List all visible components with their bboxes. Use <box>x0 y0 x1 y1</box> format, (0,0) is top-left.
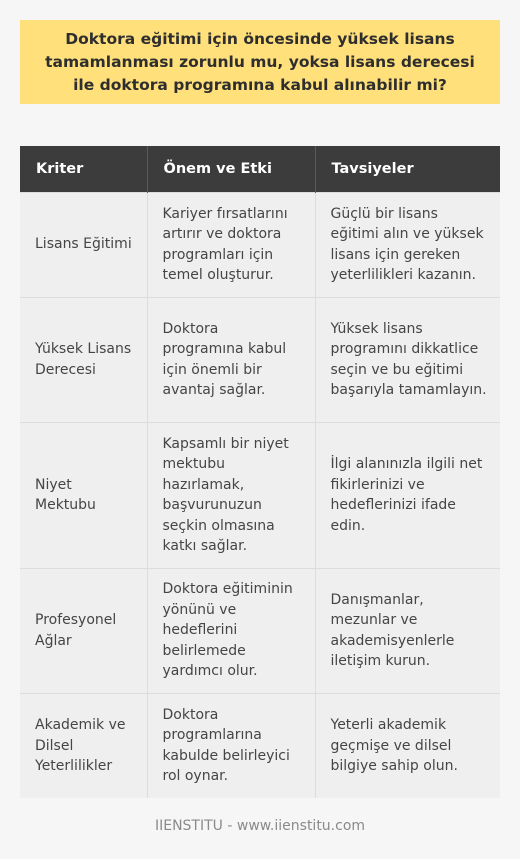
cell-importance: Kariyer fırsatlarını artırır ve doktora programları için temel oluşturur. <box>147 192 315 297</box>
table-row <box>20 693 500 798</box>
header-importance: Önem ve Etki <box>147 146 315 192</box>
cell-advice: İlgi alanınızla ilgili net fikirlerinizi ve hedeflerinizi ifade edin. <box>315 422 500 568</box>
table-row <box>20 192 500 297</box>
cell-importance: Doktora programına kabul için önemli bir avantaj sağlar. <box>147 297 315 422</box>
page-title: Doktora eğitimi için öncesinde yüksek lisans tamamlanması zorunlu mu, yoksa lisans derecesi ile doktora programına kabul alınabilir mi? <box>45 29 475 94</box>
header-criterion: Kriter <box>20 146 147 192</box>
table-row <box>20 568 500 693</box>
cell-advice: Danışmanlar, mezunlar ve akademisyenlerle iletişim kurun. <box>315 568 500 693</box>
table-row <box>20 297 500 422</box>
cell-advice: Yeterli akademik geçmişe ve dilsel bilgiye sahip olun. <box>315 693 500 798</box>
comparison-table <box>20 146 500 798</box>
cell-advice: Yüksek lisans programını dikkatlice seçin ve bu eğitimi başarıyla tamamlayın. <box>315 297 500 422</box>
cell-criterion: Akademik ve Dilsel Yeterlilikler <box>20 693 147 798</box>
footer-credit: IIENSTITU - www.iienstitu.com <box>154 818 366 834</box>
cell-importance: Kapsamlı bir niyet mektubu hazırlamak, başvurunuzun seçkin olmasına katkı sağlar. <box>147 422 315 568</box>
cell-criterion: Profesyonel Ağlar <box>20 568 147 693</box>
cell-advice: Güçlü bir lisans eğitimi alın ve yüksek lisans için gereken yeterlilikleri kazanın. <box>315 192 500 297</box>
header-advice: Tavsiyeler <box>315 146 500 192</box>
cell-criterion: Lisans Eğitimi <box>20 192 147 297</box>
table-header-row <box>20 146 500 192</box>
title-banner <box>20 20 500 104</box>
cell-criterion: Niyet Mektubu <box>20 422 147 568</box>
cell-criterion: Yüksek Lisans Derecesi <box>20 297 147 422</box>
cell-importance: Doktora eğitiminin yönünü ve hedeflerini belirlemede yardımcı olur. <box>147 568 315 693</box>
cell-importance: Doktora programlarına kabulde belirleyici rol oynar. <box>147 693 315 798</box>
table-row <box>20 422 500 568</box>
